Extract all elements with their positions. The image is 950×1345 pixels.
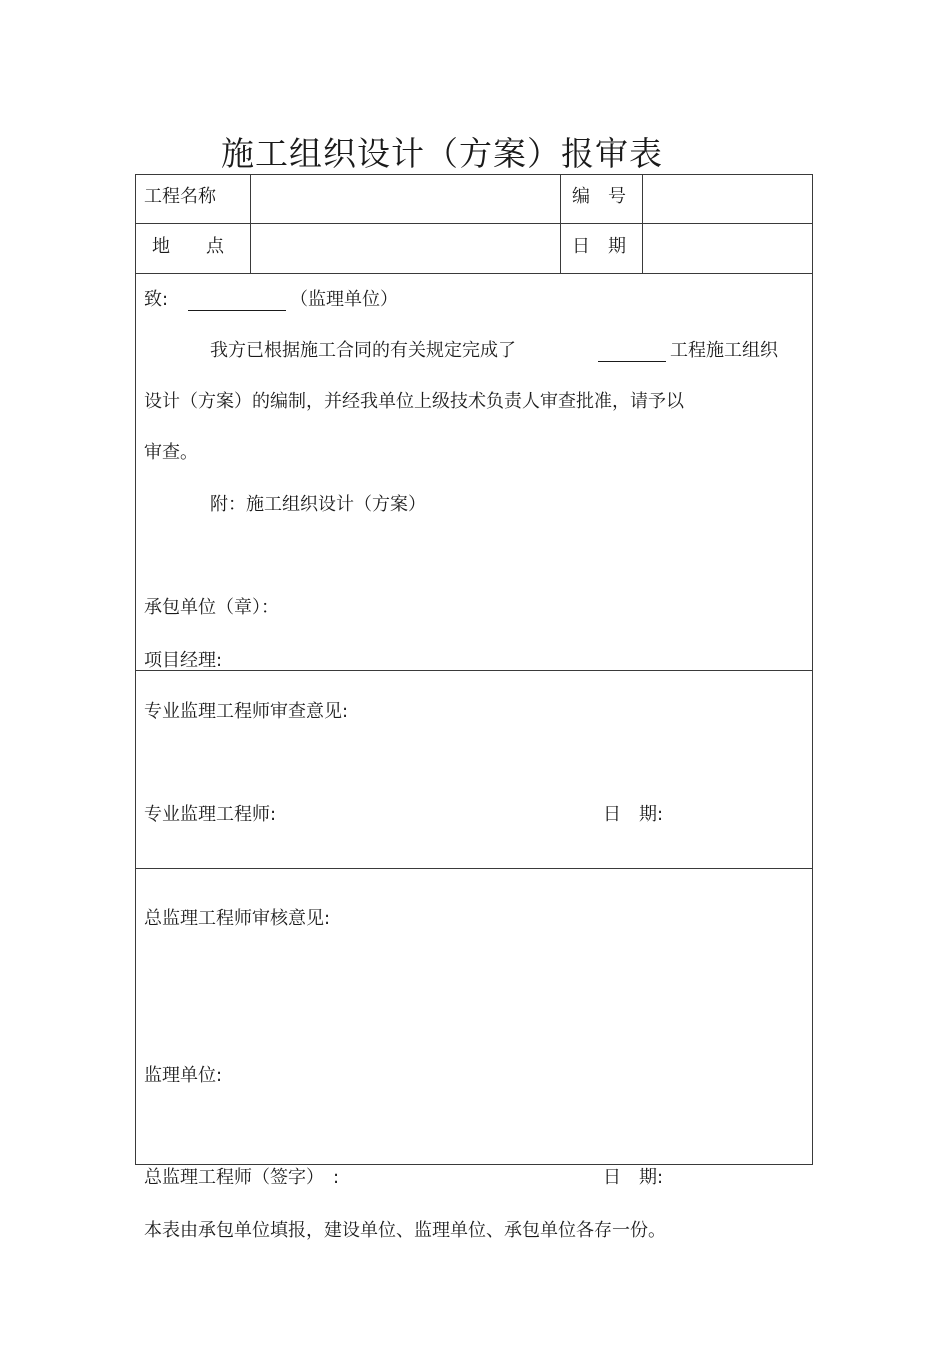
table-border-bottom xyxy=(135,1164,813,1165)
contractor-label: 承包单位（章）： xyxy=(144,597,279,618)
project-blank xyxy=(598,361,666,362)
chief-date-label: 日 期: xyxy=(603,1167,664,1188)
to-suffix: （监理单位） xyxy=(290,289,398,310)
project-manager-label: 项目经理: xyxy=(144,650,223,671)
supervision-unit-blank xyxy=(188,310,286,311)
body-text-line1-a: 我方已根据施工合同的有关规定完成了 xyxy=(210,340,516,361)
engineer-label: 专业监理工程师: xyxy=(144,804,277,825)
body-text-line2: 设计（方案）的编制，并经我单位上级技术负责人审查批准，请予以 xyxy=(144,391,684,412)
table-border-left xyxy=(135,174,136,1165)
footer-note: 本表由承包单位填报，建设单位、监理单位、承包单位各存一份。 xyxy=(144,1220,666,1241)
header-col-divider-1 xyxy=(250,174,251,274)
header-col-divider-2 xyxy=(560,174,561,274)
engineer-date-label: 日 期: xyxy=(603,804,664,825)
chief-opinion-label: 总监理工程师审核意见: xyxy=(144,908,331,929)
body-text-line1-b: 工程施工组织 xyxy=(670,340,778,361)
header-bottom-border xyxy=(135,273,813,274)
project-name-label: 工程名称 xyxy=(144,186,216,207)
form-title: 施工组织设计（方案）报审表 xyxy=(221,134,663,173)
table-border-top xyxy=(135,174,813,175)
supervision-unit-label: 监理单位: xyxy=(144,1065,223,1086)
header-row-divider xyxy=(135,223,813,224)
table-border-right xyxy=(812,174,813,1165)
location-label: 地 点 xyxy=(152,236,224,257)
number-label: 编 号 xyxy=(572,186,626,207)
attachment-text: 附：施工组织设计（方案） xyxy=(210,494,426,515)
date-label: 日 期 xyxy=(572,236,626,257)
engineer-opinion-label: 专业监理工程师审查意见: xyxy=(144,701,349,722)
header-col-divider-3 xyxy=(642,174,643,274)
body-text-line3: 审查。 xyxy=(144,442,198,463)
chief-signature-label: 总监理工程师（签字） : xyxy=(144,1167,340,1188)
section2-bottom-border xyxy=(135,868,813,869)
section1-bottom-border xyxy=(135,670,813,671)
to-prefix: 致: xyxy=(144,289,169,310)
